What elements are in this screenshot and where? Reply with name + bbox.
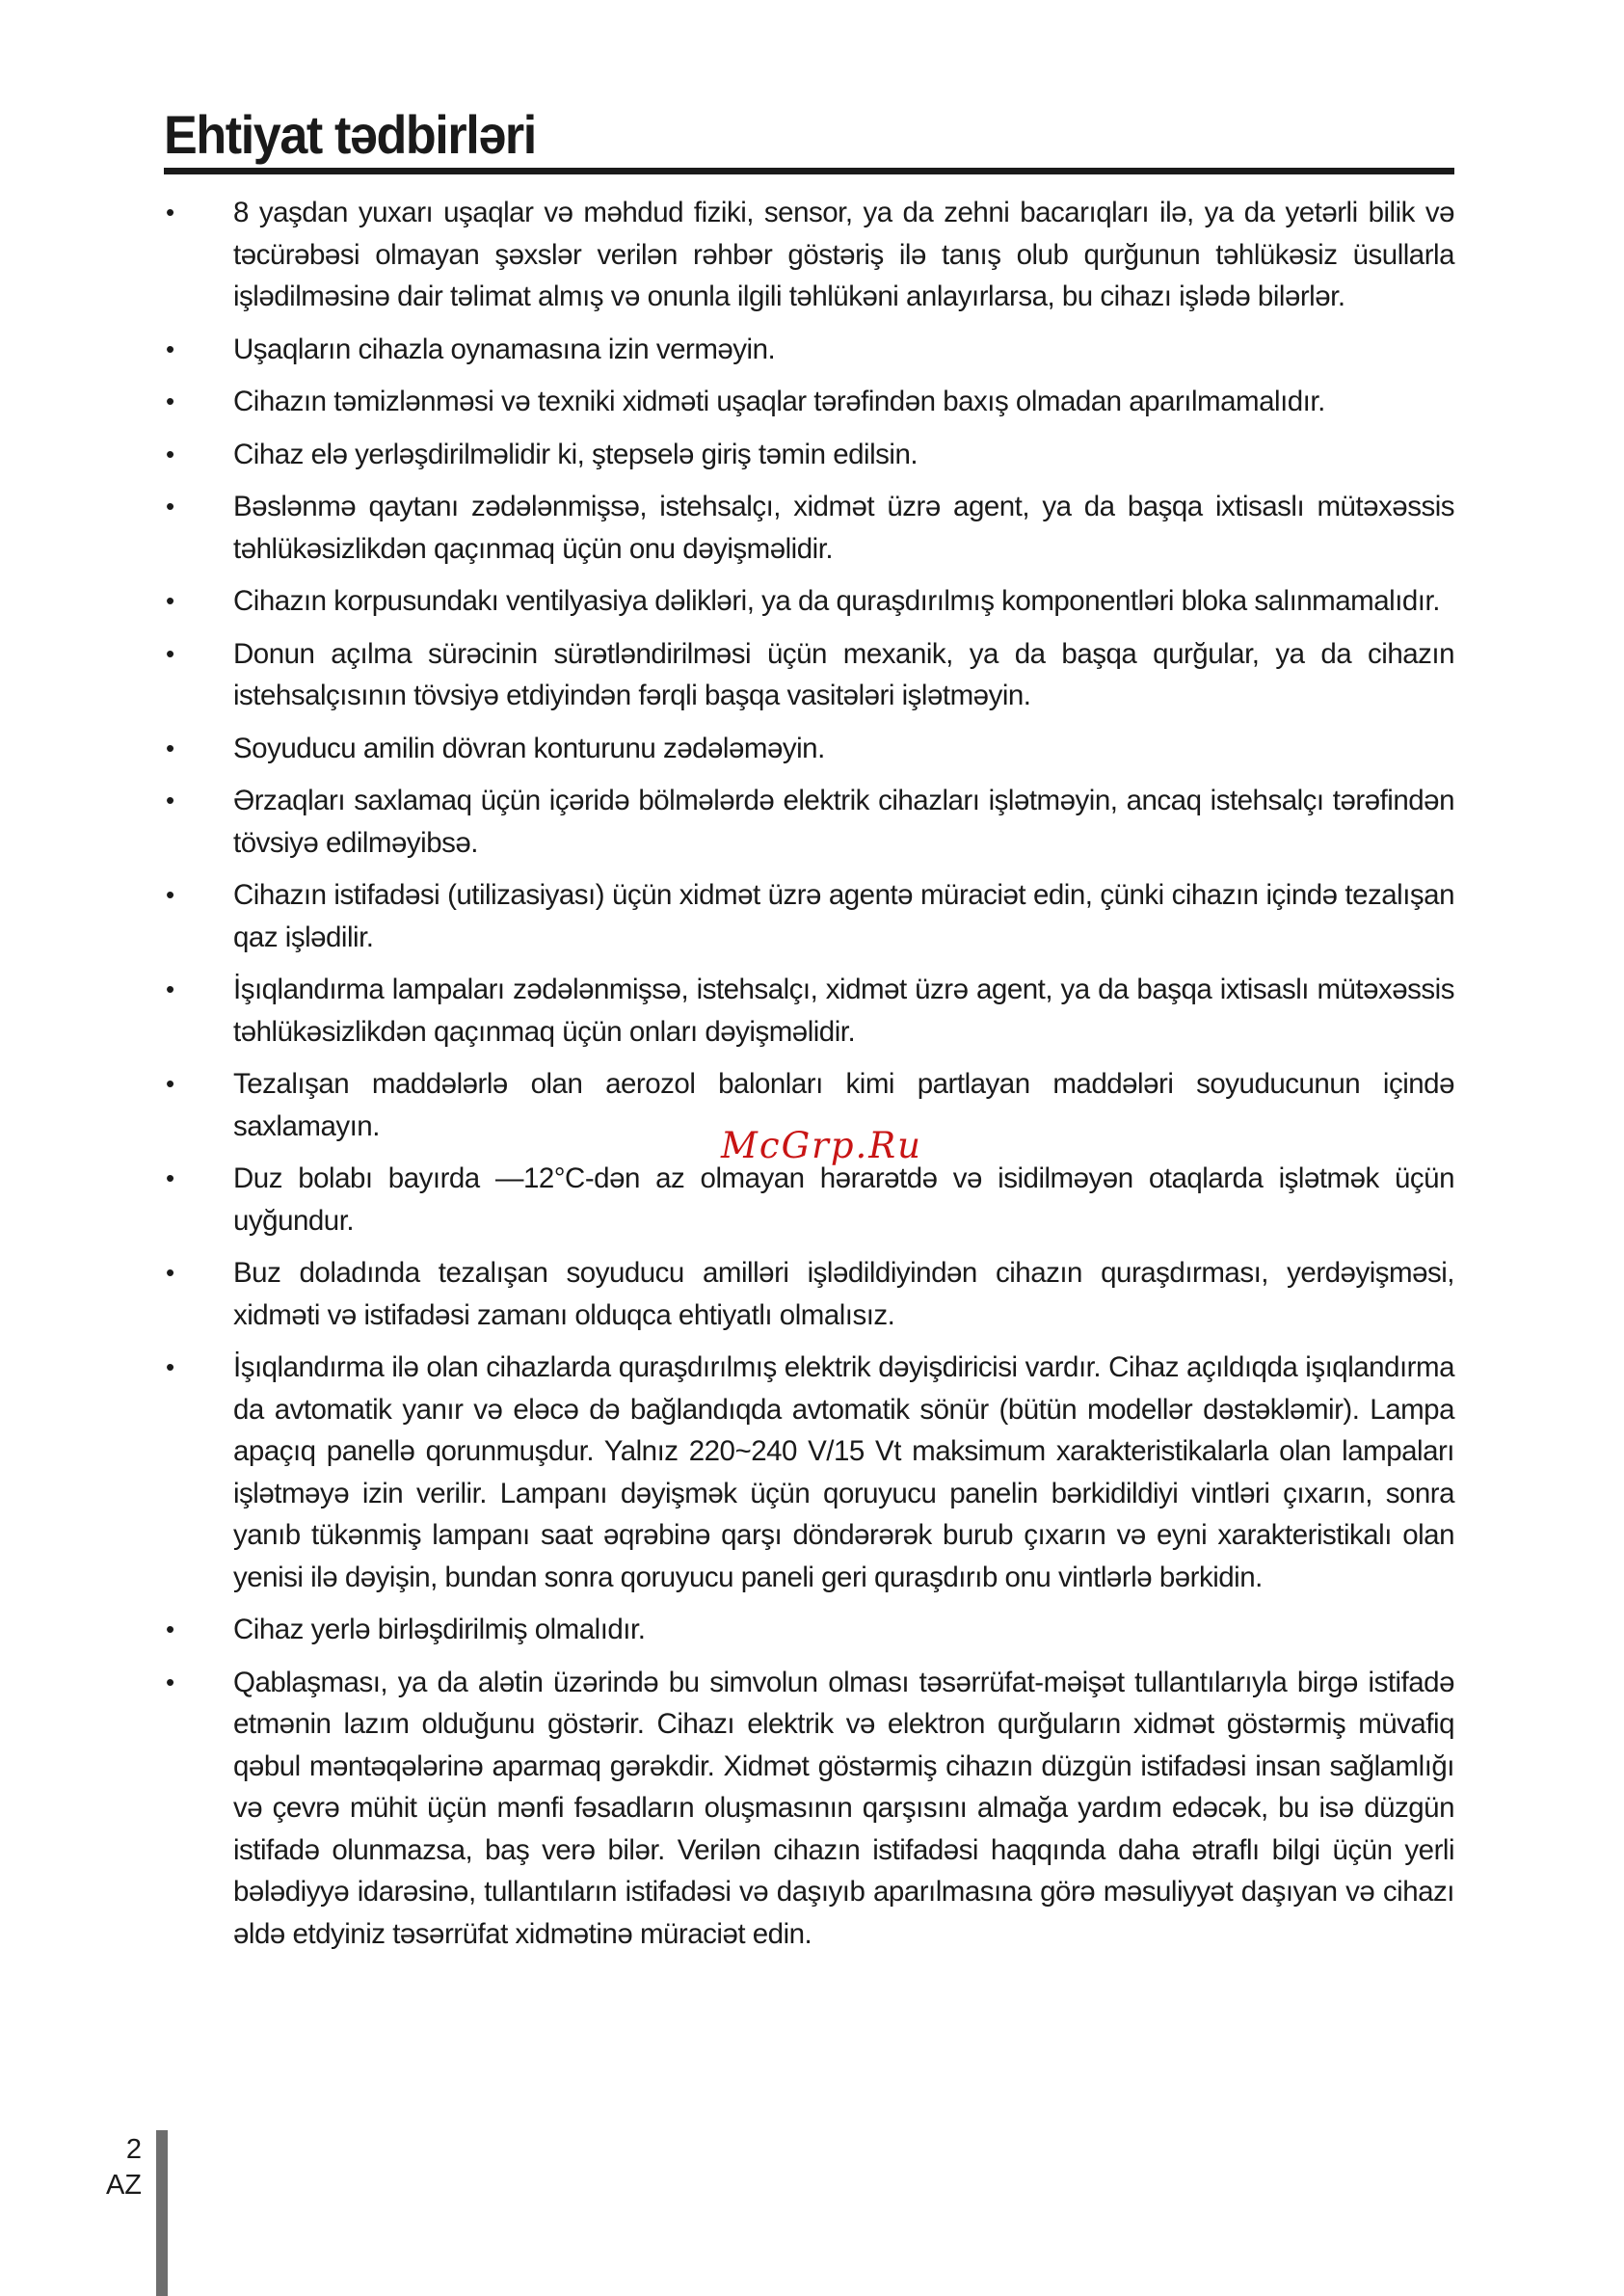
list-item (164, 969, 1454, 1053)
bullet-icon: • (166, 1069, 174, 1098)
list-item-text: Uşaqların cihazla oynamasına izin verməyin. (233, 333, 776, 365)
bullet-icon: • (166, 974, 174, 1003)
list-item-text: İşıqlandırma ilə olan cihazlarda quraşdırılmış elektrik dəyişdiricisi vardır. Cihaz açıldıqda işıqlandırma da avtomatik yanır və eləcə də bağlandıqda avtomatik sönür (bütün modellər dəstəklәmir). Lampa apaçıq panellə qorunmuşdur. Yalnız 220~240 V/15 Vt maksimum xarakteristikalarla olan lampaları işlətməyə izin verilir. Lampanı dəyişmək üçün qoruyucu panelin bərkidildiyi vintləri çıxarın, sonra yanıb tükənmiş lampanı saat əqrəbinə qarşı döndərərək burub çıxarın və eyni xarakteristikalı olan yenisi ilə dəyişin, bundan sonra qoruyucu paneli geri quraşdırıb onu vintlərlə bərkidin. (233, 1351, 1454, 1593)
list-item (164, 381, 1454, 423)
page-side-bar (156, 2130, 168, 2296)
list-item-text: Cihazın təmizlənməsi və texniki xidməti uşaqlar tərəfindən baxış olmadan aparılmamalıdır. (233, 386, 1325, 417)
page-title: Ehtiyat tədbirləri (164, 104, 536, 165)
list-item (164, 434, 1454, 476)
list-item (164, 1347, 1454, 1598)
list-item (164, 486, 1454, 570)
bullet-icon: • (166, 387, 174, 415)
list-item (164, 1609, 1454, 1651)
bullet-icon: • (166, 198, 174, 227)
list-item (164, 192, 1454, 318)
list-item-text: Cihaz elə yerləşdirilməlidir ki, ştepselə giriş təmin edilsin. (233, 438, 918, 470)
precautions-list (164, 192, 1454, 1965)
list-item-text: Tezalışan maddələrlə olan aerozol balonları kimi partlayan maddələri soyuducunun içində saxlamayın. (233, 1068, 1454, 1142)
list-item-text: Buz doladında tezalışan soyuducu amilləri işlədildiyindən cihazın quraşdırması, yerdəyişməsi, xidməti və istifadəsi zamanı olduqca ehtiyatlı olmalısız. (233, 1257, 1454, 1331)
list-item (164, 329, 1454, 371)
watermark: McGrp.Ru (721, 1125, 922, 1166)
list-item-text: Donun açılma sürəcinin sürətləndirilməsi üçün mexanik, ya da başqa qurğular, ya da cihazın istehsalçısının tövsiyə etdiyindən fərqli başqa vasitələri işlətməyin. (233, 637, 1454, 711)
list-item-text: Cihazın istifadəsi (utilizasiyası) üçün xidmət üzrə agentə müraciət edin, çünki cihazın içində tezalışan qaz işlədilir. (233, 879, 1454, 953)
list-item-text: Cihazın korpusundakı ventilyasiya dəlikləri, ya da quraşdırılmış komponentləri bloka salınmamalıdır. (233, 585, 1440, 617)
bullet-icon: • (166, 1667, 174, 1696)
bullet-icon: • (166, 492, 174, 521)
list-item-text: Soyuducu amilin dövran konturunu zədələməyin. (233, 732, 825, 764)
bullet-icon: • (166, 1615, 174, 1643)
list-item-text: Qablaşması, ya da alətin üzərində bu simvolun olması təsərrüfat-məişət tullantılarıyla birgə istifadə etmənin lazım olduğunu göstərir. Cihazı elektrik və elektron qurğuların xidmət göstərmiş müvafiq qəbul məntəqələrinə aparmaq gərəkdir. Xidmət göstərmiş cihazın düzgün istifadəsi insan sağlamlığı və çevrə mühit üçün mənfi fəsadların oluşmasının qarşısını almağa yardım edəcək, bu isə düzgün istifadə olunmazsa, baş verə bilər. Verilən cihazın istifadəsi haqqında daha ətraflı bilgi üçün yerli bələdiyyə idarəsinə, tullantıların istifadəsi və daşıyıb aparılmasına görə məsuliyyət daşıyan və cihazı əldə etdyiniz təsərrüfat xidmətinə müraciət edin. (233, 1666, 1454, 1950)
title-underline (164, 168, 1454, 174)
list-item-text: Bəslənmə qaytanı zədələnmişsə, istehsalçı, xidmət üzrə agent, ya da başqa ixtisaslı mütəxəssis təhlükəsizlikdən qaçınmaq üçün onu dəyişməlidir. (233, 491, 1454, 565)
list-item-text: Cihaz yerlə birləşdirilmiş olmalıdır. (233, 1614, 646, 1645)
list-item (164, 728, 1454, 770)
list-item (164, 1252, 1454, 1336)
list-item-text: Ərzaqları saxlamaq üçün içəridə bölmələrdə elektrik cihazları işlətməyin, ancaq istehsalçı tərəfindən tövsiyə edilməyibsə. (233, 785, 1454, 859)
bullet-icon: • (166, 733, 174, 762)
list-item (164, 633, 1454, 717)
list-item (164, 874, 1454, 958)
list-item (164, 580, 1454, 623)
language-code: AZ (105, 2170, 142, 2201)
bullet-icon: • (166, 786, 174, 814)
bullet-icon: • (166, 880, 174, 909)
bullet-icon: • (166, 586, 174, 615)
list-item (164, 1158, 1454, 1241)
list-item-text: Duz bolabı bayırda —12°C-dən az olmayan hərarətdə və isidilməyən otaqlarda işlətmək üçün uyğundur. (233, 1162, 1454, 1237)
page-number: 2 (125, 2134, 142, 2165)
list-item-text: İşıqlandırma lampaları zədələnmişsə, istehsalçı, xidmət üzrə agent, ya da başqa ixtisaslı mütəxəssis təhlükəsizlikdən qaçınmaq üçün onları dəyişməlidir. (233, 974, 1454, 1048)
bullet-icon: • (166, 1352, 174, 1381)
bullet-icon: • (166, 334, 174, 363)
list-item (164, 780, 1454, 864)
bullet-icon: • (166, 638, 174, 668)
bullet-icon: • (166, 439, 174, 468)
bullet-icon: • (166, 1258, 174, 1287)
list-item-text: 8 yaşdan yuxarı uşaqlar və məhdud fiziki, sensor, ya da zehni bacarıqları ilə, ya da yetərli bilik və təcürəbəsi olmayan şəxslər verilən rəhbər göstəriş ilə tanış olub qurğunun təhlükəsiz üsullarla işlədilməsinə dair təlimat almış və onunla ilgili təhlükəni anlayırlarsa, bu cihazı işlədə bilərlər. (233, 197, 1454, 312)
bullet-icon: • (166, 1163, 174, 1192)
list-item (164, 1662, 1454, 1956)
